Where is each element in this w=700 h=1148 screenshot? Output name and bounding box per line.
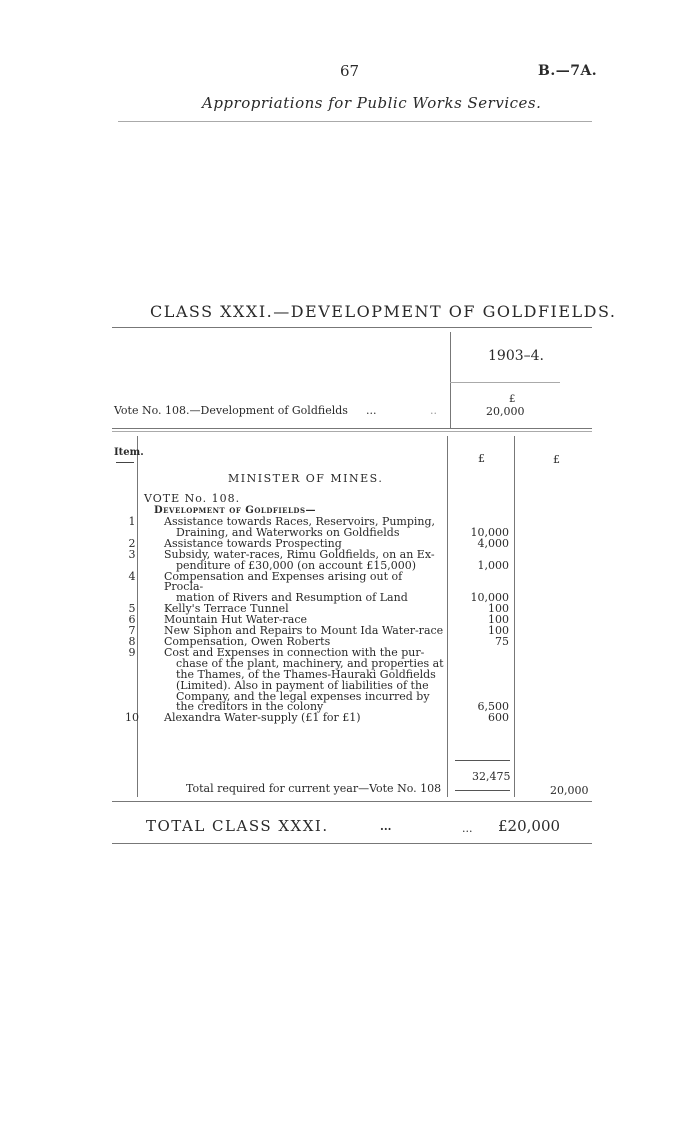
table-top-rule: [112, 428, 592, 429]
items-list: [112, 517, 592, 724]
item-number: 6: [128, 613, 136, 627]
item-text: (Limited). Also in payment of liabilities of the: [176, 678, 429, 692]
table-row: [112, 713, 592, 724]
item-header-underline: [116, 462, 134, 463]
item-number: 3: [128, 547, 136, 561]
item-amount: [444, 572, 509, 594]
item-text: mation of Rivers and Resumption of Land: [176, 591, 408, 605]
amount-column-currency: £: [478, 452, 485, 465]
item-number: 9: [128, 645, 136, 659]
item-number: [112, 659, 152, 670]
item-text: Company, and the legal expenses incurred by: [176, 689, 430, 703]
total-amount: 20,000: [550, 784, 589, 797]
item-number: 4: [128, 569, 136, 583]
item-amount: 10,000: [470, 591, 509, 605]
item-number: [112, 670, 152, 681]
item-text: Mountain Hut Water-race: [164, 613, 308, 627]
subtotal-rule: [455, 760, 510, 761]
grand-total-rule: [112, 843, 592, 844]
item-text: the creditors in the colony: [176, 700, 324, 714]
item-number: 10: [125, 711, 139, 725]
item-number: 8: [128, 634, 136, 648]
table-top-rule-2: [112, 431, 592, 432]
item-text: Assistance towards Prospecting: [164, 536, 342, 550]
item-number: [112, 692, 152, 703]
item-text: Subsidy, water-races, Rimu Goldfields, on an Ex-: [164, 547, 435, 561]
page-number: 67: [340, 62, 360, 80]
item-text: the Thames, of the Thames-Hauraki Goldfields: [176, 667, 436, 681]
summary-currency: £: [509, 394, 516, 405]
item-text: Assistance towards Races, Reservoirs, Pumping,: [164, 515, 436, 528]
summary-leader-2: ..: [430, 404, 437, 417]
item-number: [112, 681, 152, 692]
grand-total-label: TOTAL CLASS XXXI.: [146, 817, 329, 835]
total-column-currency: £: [553, 453, 560, 466]
item-amount: [444, 648, 509, 659]
item-amount: [444, 670, 509, 681]
subtotal-amount: 32,475: [472, 770, 511, 783]
item-text: Alexandra Water-supply (£1 for £1): [164, 711, 361, 725]
class-title-rule: [112, 327, 592, 328]
item-text: New Siphon and Repairs to Mount Ida Water-race: [164, 624, 444, 638]
item-text: Compensation and Expenses arising out of Procla-: [164, 569, 403, 594]
class-title: CLASS XXXI.—DEVELOPMENT OF GOLDFIELDS.: [150, 302, 617, 321]
item-amount: 4,000: [477, 536, 509, 550]
minister-heading: MINISTER OF MINES.: [228, 472, 384, 485]
item-text: penditure of £30,000 (on account £15,000): [176, 558, 417, 572]
year-heading: 1903–4.: [488, 348, 544, 364]
vote-summary-amount: 20,000: [486, 405, 525, 418]
header-rule: [118, 121, 592, 122]
item-text: chase of the plant, machinery, and properties at: [176, 656, 444, 670]
item-amount: 6,500: [477, 700, 509, 714]
item-number: 7: [128, 624, 136, 638]
section-heading: Development of Goldfields—: [154, 505, 317, 516]
item-amount: 600: [488, 711, 509, 725]
item-number: 2: [128, 536, 136, 550]
item-amount: 1,000: [477, 558, 509, 572]
item-text: Draining, and Waterworks on Goldfields: [176, 525, 400, 539]
page-subtitle: Appropriations for Public Works Services.: [202, 94, 542, 112]
total-label: Total required for current year—Vote No. 108: [186, 782, 442, 795]
item-text: Compensation, Owen Roberts: [164, 634, 331, 648]
year-rule: [450, 382, 560, 383]
summary-leader: ...: [366, 404, 377, 417]
summary-divider: [450, 332, 451, 428]
vote-heading: VOTE No. 108.: [144, 492, 241, 505]
item-amount: 75: [495, 634, 509, 648]
vote-summary-label: Vote No. 108.—Development of Goldfields: [114, 404, 348, 417]
item-amount: 100: [488, 602, 509, 616]
item-text: Kelly's Terrace Tunnel: [164, 602, 289, 616]
grand-total-leader: ...: [380, 820, 392, 833]
item-number: 1: [128, 515, 136, 528]
item-number: 5: [128, 602, 136, 616]
item-text: Cost and Expenses in connection with the pur-: [164, 645, 425, 659]
table-bottom-rule: [112, 801, 592, 802]
grand-total-amount: £20,000: [498, 817, 561, 835]
grand-total-leader-2: ...: [462, 822, 473, 835]
item-amount: [444, 681, 509, 692]
document-reference: B.—7A.: [538, 63, 598, 79]
item-amount: [444, 659, 509, 670]
item-column-header: Item.: [114, 447, 144, 458]
item-amount: 10,000: [470, 525, 509, 539]
item-amount: 100: [488, 624, 509, 638]
table-row: [112, 569, 592, 594]
subtotal-underline: [455, 790, 510, 791]
item-amount: 100: [488, 613, 509, 627]
